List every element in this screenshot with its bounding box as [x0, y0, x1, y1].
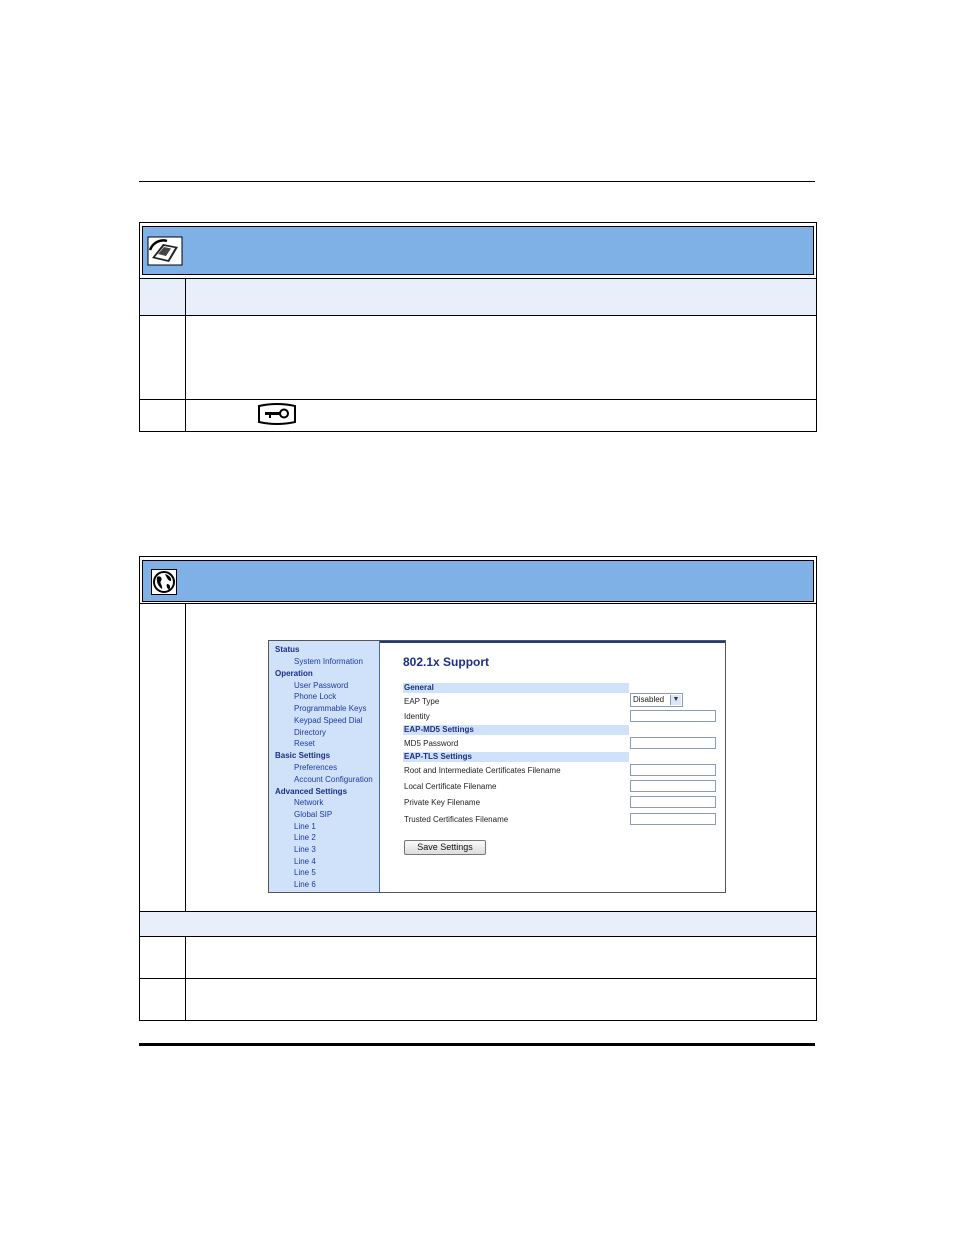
section-eap-md5: EAP-MD5 Settings	[403, 725, 629, 735]
nav-category-status[interactable]: Status	[275, 645, 300, 654]
nav-link-line-5[interactable]: Line 5	[294, 868, 316, 877]
table-subheader-row	[140, 278, 816, 315]
section-general: General	[403, 683, 629, 693]
table-row	[140, 936, 816, 978]
trusted-cert-input[interactable]	[630, 813, 716, 825]
identity-input[interactable]	[630, 710, 716, 722]
eap-type-select[interactable]	[630, 693, 683, 707]
private-key-input[interactable]	[630, 796, 716, 808]
page-title: 802.1x Support	[403, 655, 490, 669]
nav-link-programmable-keys[interactable]: Programmable Keys	[294, 704, 367, 713]
save-settings-button[interactable]: Save Settings	[404, 840, 486, 855]
nav-link-line-3[interactable]: Line 3	[294, 845, 316, 854]
top-rule	[139, 181, 815, 182]
web-ui-sidebar	[269, 641, 380, 892]
trusted-cert-label: Trusted Certificates Filename	[404, 815, 509, 824]
md5-password-input[interactable]	[630, 737, 716, 749]
identity-label: Identity	[404, 712, 430, 721]
table-row	[140, 978, 816, 1020]
root-cert-label: Root and Intermediate Certificates Filename	[404, 766, 561, 775]
phone-ui-header	[142, 226, 814, 275]
nav-link-account-configuration[interactable]: Account Configuration	[294, 775, 373, 784]
step-number-cell	[140, 937, 186, 978]
eap-type-value: Disabled	[633, 695, 665, 704]
nav-link-keypad-speed-dial[interactable]: Keypad Speed Dial	[294, 716, 363, 725]
nav-link-preferences[interactable]: Preferences	[294, 763, 338, 772]
local-cert-label: Local Certificate Filename	[404, 782, 497, 791]
table-row	[140, 399, 816, 431]
section-eap-tls: EAP-TLS Settings	[403, 752, 629, 762]
step-number-cell	[140, 604, 186, 911]
options-key-icon	[256, 403, 298, 425]
ip-phone-icon	[147, 236, 183, 266]
nav-link-line-2[interactable]: Line 2	[294, 833, 316, 842]
nav-link-line-4[interactable]: Line 4	[294, 857, 316, 866]
step-number-cell	[140, 279, 186, 315]
nav-link-line-1[interactable]: Line 1	[294, 822, 316, 831]
step-number-cell	[140, 316, 186, 399]
nav-link-user-password[interactable]: User Password	[294, 681, 349, 690]
private-key-label: Private Key Filename	[404, 798, 481, 807]
bottom-rule	[139, 1043, 815, 1046]
table-subheader-row	[140, 911, 816, 936]
nav-link-network[interactable]: Network	[294, 798, 324, 807]
nav-category-basic-settings[interactable]: Basic Settings	[275, 751, 331, 760]
md5-password-label: MD5 Password	[404, 739, 459, 748]
step-number-cell	[140, 979, 186, 1020]
root-cert-input[interactable]	[630, 764, 716, 776]
step-number-cell	[140, 400, 186, 431]
nav-category-advanced-settings[interactable]: Advanced Settings	[275, 787, 348, 796]
table-row	[140, 315, 816, 399]
local-cert-input[interactable]	[630, 780, 716, 792]
nav-link-directory[interactable]: Directory	[294, 728, 327, 737]
nav-link-phone-lock[interactable]: Phone Lock	[294, 692, 337, 701]
web-ui-screenshot	[268, 640, 726, 893]
nav-link-reset[interactable]: Reset	[294, 739, 315, 748]
nav-link-global-sip[interactable]: Global SIP	[294, 810, 333, 819]
web-ui-header	[142, 560, 814, 602]
web-ui-globe-icon	[151, 569, 177, 595]
phone-ui-procedure-table	[139, 222, 817, 432]
nav-link-line-6[interactable]: Line 6	[294, 880, 316, 889]
nav-category-operation[interactable]: Operation	[275, 669, 313, 678]
nav-link-system-information[interactable]: System Information	[294, 657, 363, 666]
chevron-down-icon[interactable]: ▼	[670, 695, 681, 705]
eap-type-label: EAP Type	[404, 697, 440, 706]
